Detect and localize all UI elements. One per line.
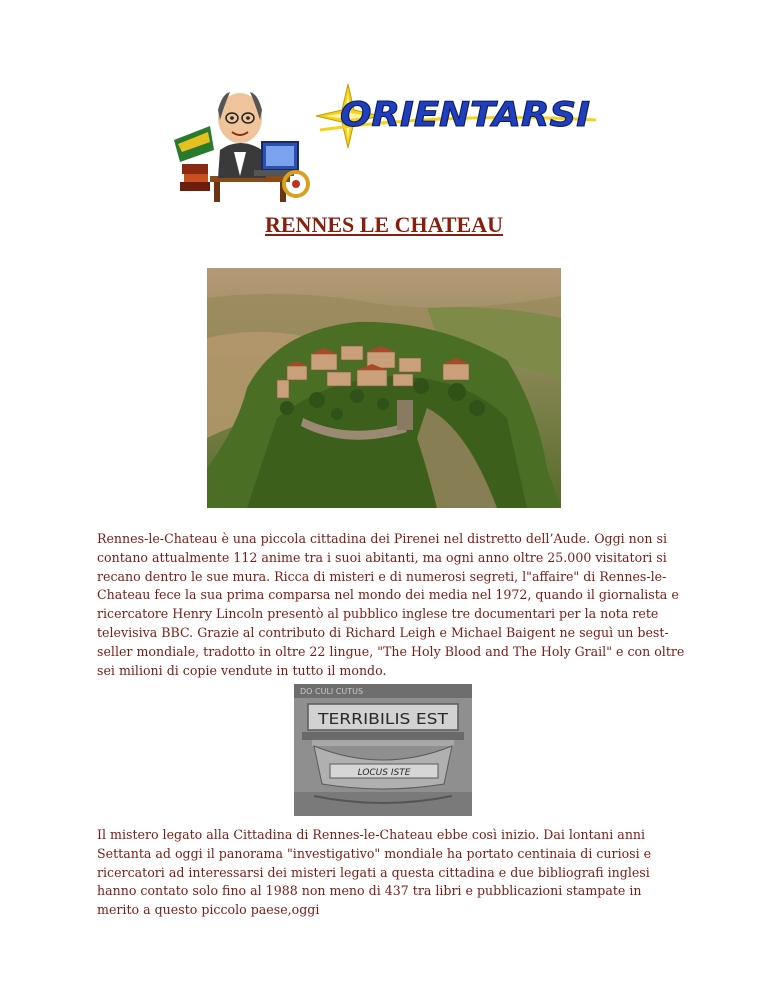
inscription-bottom-text: LOCUS ISTE [357, 768, 411, 778]
header-logo [170, 80, 600, 205]
inscription-top-text: TERRIBILIS EST [316, 710, 449, 728]
intro-paragraph: Rennes-le-Chateau è una piccola cittadina dei Pirenei nel distretto dell’Aude. Oggi non si contano attualmente 112 anime tra i suoi abitanti, ma ogni anno oltre 25.000 visitatori si recano dentro le sue mura. Ricca di misteri e di numerosi segreti, l"affaire" di Rennes-le-Chateau fece la sua prima comparsa nel mondo dei media nel 1972, quando il giornalista e ricercatore Henry Lincoln presentò al pubblico inglese tre documentari per la nota rete televisiva BBC. Grazie al contributo di Richard Leigh e Michael Baigent ne seguì un best-seller mondiale, tradotto in oltre 22 lingue, "The Holy Blood and The Holy Grail" e con oltre sei milioni di copie vendute in tutto il mondo. [97, 531, 685, 678]
orientarsi-logo-text: ORIENTARSI [340, 95, 590, 135]
aerial-village-photo [207, 268, 561, 508]
orientarsi-wordmark [310, 80, 600, 150]
page-title: RENNES LE CHATEAU [265, 212, 503, 237]
inscription-faint-text: DO CULI CUTUS [300, 687, 364, 696]
history-paragraph: Il mistero legato alla Cittadina di Rennes-le-Chateau ebbe così inizio. Dai lontani anni Settanta ad oggi il panorama "investigativo" mondiale ha portato centinaia di curiosi e ricercatori ad interessarsi dei misteri legati a questa cittadina e due bibliografi inglesi hanno contato solo fino al 1988 non meno di 437 tra libri e pubblicazioni stampate in merito a questo piccolo paese,oggi [97, 827, 652, 918]
cartoon-man-at-computer-illustration [170, 80, 310, 205]
terribilis-est-inscription-photo [294, 684, 472, 816]
